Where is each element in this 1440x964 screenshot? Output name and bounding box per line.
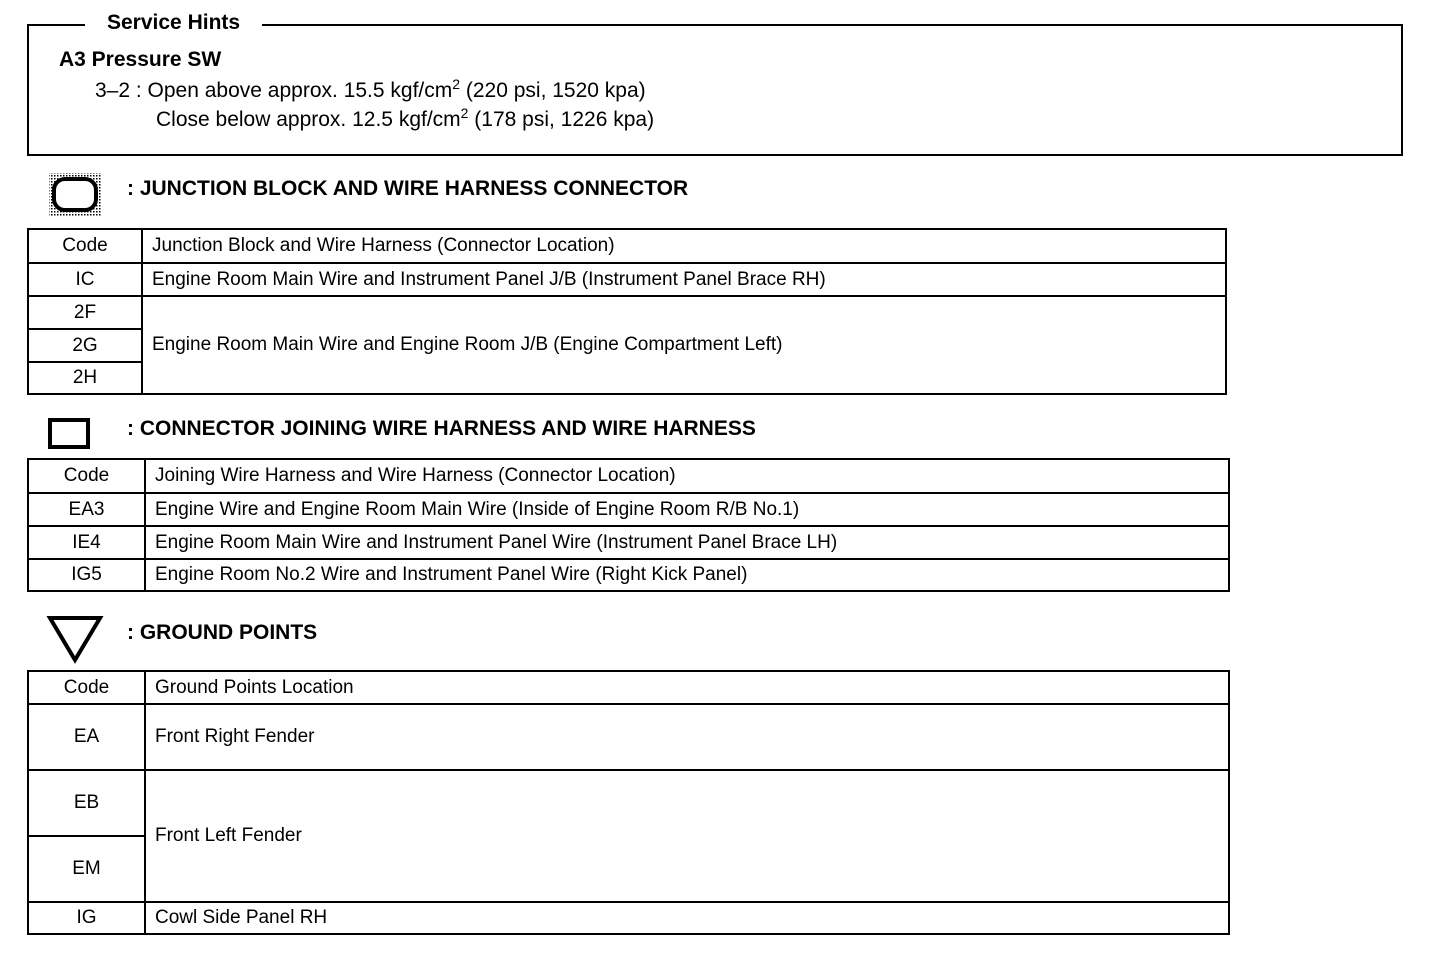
connector-section-title: : CONNECTOR JOINING WIRE HARNESS AND WIRE HARNESS: [127, 417, 756, 440]
table-row: [28, 902, 1229, 934]
row-code: IG5: [28, 559, 145, 591]
row-code: IE4: [28, 526, 145, 559]
table-row: [28, 559, 1229, 591]
table-header-row: [28, 671, 1229, 704]
junction-table: [27, 228, 1227, 395]
hint-component-title: A3 Pressure SW: [59, 48, 222, 71]
row-code: IG: [28, 902, 145, 934]
table-row: [28, 526, 1229, 559]
table-header-row: [28, 459, 1229, 493]
hint-line-open: 3–2 : Open above approx. 15.5 kgf/$cm^2$ (220 psi, 1520 kpa): [95, 76, 646, 102]
table-row: [28, 296, 1226, 329]
row-desc: Engine Room Main Wire and Engine Room J/B (Engine Compartment Left): [142, 296, 1226, 394]
row-code: EB: [28, 770, 145, 836]
header-desc: Ground Points Location: [145, 671, 1229, 704]
row-desc: Front Left Fender: [145, 770, 1229, 902]
header-code: Code: [28, 459, 145, 493]
row-code: EA3: [28, 493, 145, 526]
table-row: [28, 263, 1226, 296]
header-code: Code: [28, 229, 142, 263]
row-code: 2G: [28, 329, 142, 362]
hint-line-close: Close below approx. 12.5 kgf/$cm^2$ (178 psi, 1226 kpa): [156, 105, 655, 131]
service-hints-title: Service Hints: [85, 10, 262, 36]
ground-point-triangle-icon: [46, 614, 104, 664]
service-hints-box: [27, 24, 1403, 156]
row-code: EA: [28, 704, 145, 770]
row-code: 2F: [28, 296, 142, 329]
wire-harness-connector-icon: [48, 418, 92, 450]
row-code: 2H: [28, 362, 142, 394]
table-header-row: [28, 229, 1226, 263]
ground-section-title: : GROUND POINTS: [127, 621, 318, 644]
row-desc: Engine Room Main Wire and Instrument Panel Wire (Instrument Panel Brace LH): [145, 526, 1229, 559]
row-code: EM: [28, 836, 145, 902]
row-desc: Cowl Side Panel RH: [145, 902, 1229, 934]
table-row: [28, 493, 1229, 526]
junction-block-connector-icon: [48, 172, 102, 218]
header-code: Code: [28, 671, 145, 704]
row-desc: Engine Room Main Wire and Instrument Panel J/B (Instrument Panel Brace RH): [142, 263, 1226, 296]
connector-table: [27, 458, 1230, 592]
row-code: IC: [28, 263, 142, 296]
table-row: [28, 704, 1229, 770]
row-desc: Engine Room No.2 Wire and Instrument Panel Wire (Right Kick Panel): [145, 559, 1229, 591]
header-desc: Junction Block and Wire Harness (Connector Location): [142, 229, 1226, 263]
header-desc: Joining Wire Harness and Wire Harness (Connector Location): [145, 459, 1229, 493]
row-desc: Front Right Fender: [145, 704, 1229, 770]
junction-section-title: : JUNCTION BLOCK AND WIRE HARNESS CONNECTOR: [127, 177, 689, 200]
row-desc: Engine Wire and Engine Room Main Wire (Inside of Engine Room R/B No.1): [145, 493, 1229, 526]
ground-table: [27, 670, 1230, 935]
table-row: [28, 770, 1229, 836]
